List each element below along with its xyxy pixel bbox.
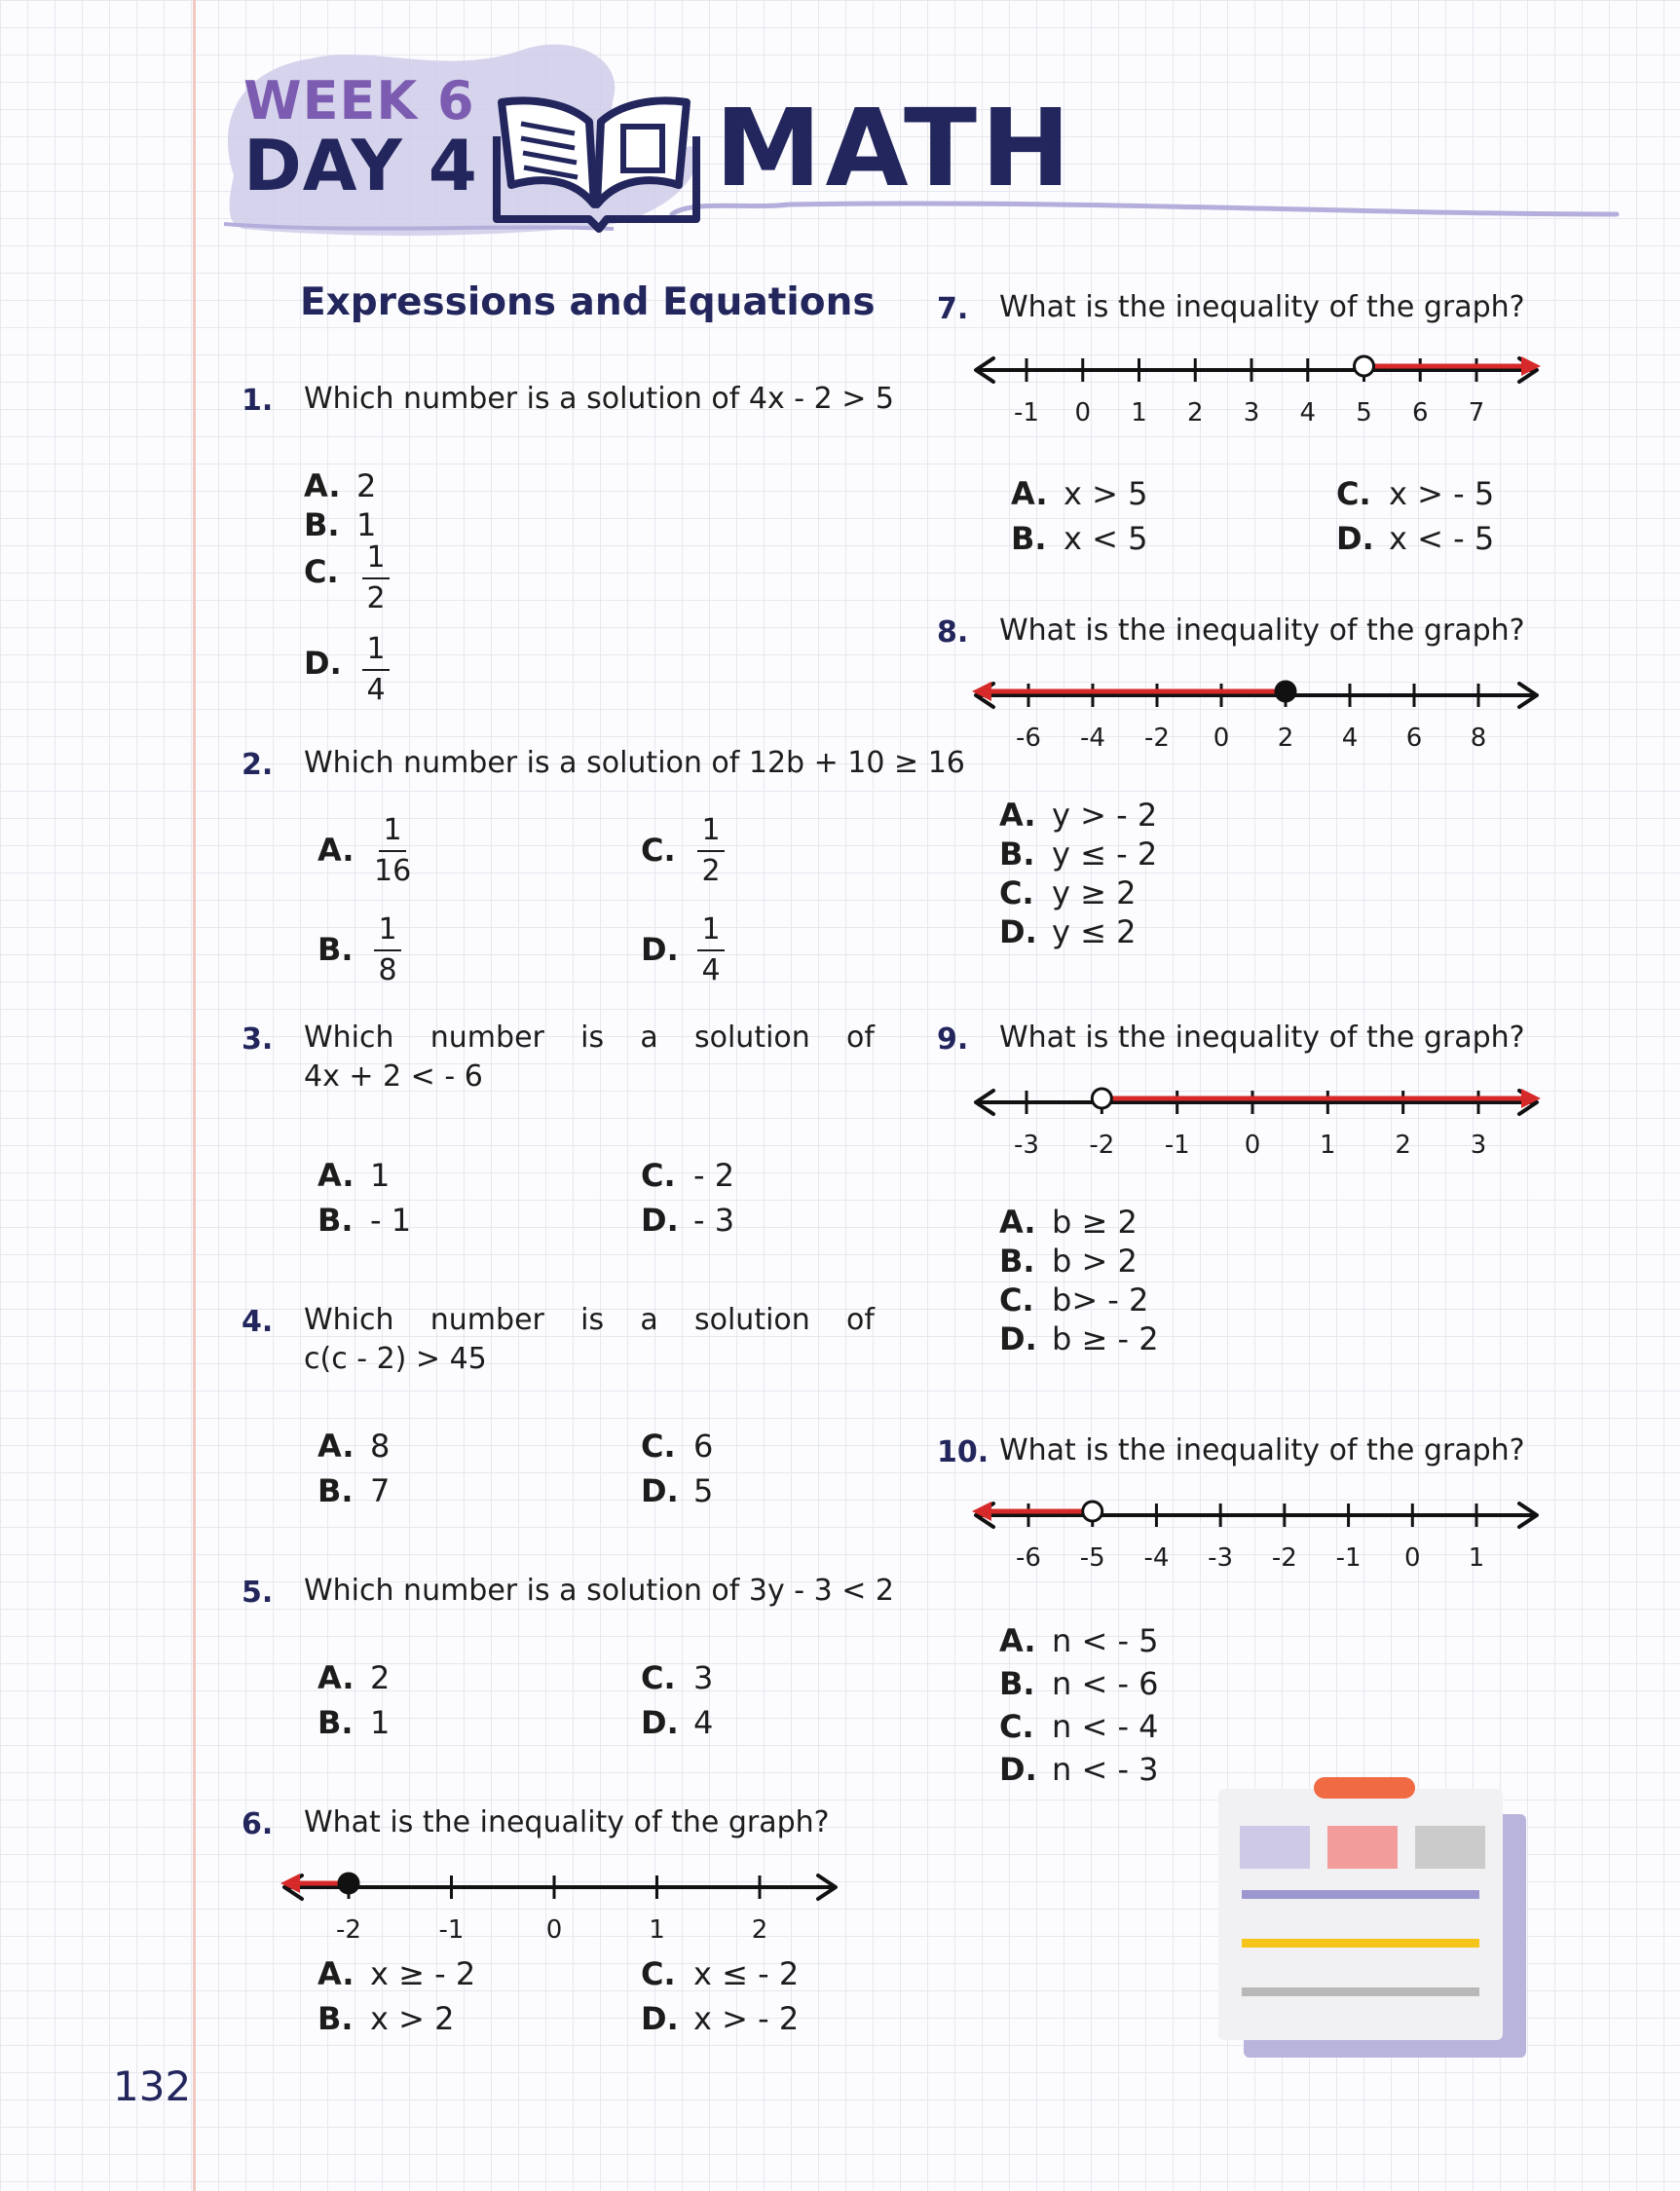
- option-b-fraction: 1 8: [374, 915, 401, 985]
- tick-label: 0: [1244, 1131, 1261, 1160]
- closed-point: [1276, 682, 1295, 701]
- option-d[interactable]: D.: [641, 931, 679, 968]
- question-number: 3.: [242, 1022, 274, 1057]
- tick-label: -2: [1144, 724, 1170, 753]
- open-book-icon: [492, 83, 701, 239]
- number-line-graph: [964, 658, 1549, 756]
- question-text-line2: c(c - 2) > 45: [304, 1342, 487, 1376]
- tick-label: 0: [1213, 724, 1230, 753]
- option-c[interactable]: C. y ≥ 2: [999, 874, 1137, 911]
- tick-label: 0: [1404, 1543, 1421, 1573]
- question-text: Which number is a solution of: [304, 1303, 875, 1337]
- option-d[interactable]: D. x > - 2: [641, 2000, 800, 2037]
- tick-label: 2: [1186, 398, 1204, 427]
- option-d[interactable]: D.: [304, 645, 342, 682]
- question-text: Which number is a solution of 4x - 2 > 5: [304, 382, 895, 416]
- page-margin-line: [193, 0, 196, 2191]
- tick-label: -1: [1164, 1131, 1190, 1160]
- closed-point: [339, 1874, 358, 1893]
- open-point: [1355, 356, 1374, 376]
- question-text: Which number is a solution of 3y - 3 < 2: [304, 1574, 895, 1608]
- option-b[interactable]: B. x < 5: [1011, 520, 1148, 557]
- subject-title: MATH: [715, 86, 1075, 210]
- week-label: WEEK 6: [243, 70, 475, 131]
- tick-label: 1: [649, 1915, 665, 1945]
- tick-label: 6: [1411, 398, 1429, 427]
- question-text: What is the inequality of the graph?: [999, 1433, 1525, 1467]
- option-c[interactable]: C. x ≤ - 2: [641, 1955, 800, 1992]
- question-number: 8.: [937, 615, 969, 650]
- tick-label: -2: [336, 1915, 361, 1945]
- question-text: What is the inequality of the graph?: [999, 1021, 1525, 1055]
- option-a[interactable]: A. 8: [317, 1428, 391, 1465]
- question-number: 1.: [242, 384, 274, 418]
- option-a[interactable]: A.: [317, 832, 355, 869]
- question-number: 5.: [242, 1576, 274, 1610]
- tick-label: -2: [1271, 1543, 1297, 1573]
- tick-label: 1: [1320, 1131, 1336, 1160]
- question-number: 9.: [937, 1022, 969, 1057]
- question-number: 4.: [242, 1305, 274, 1339]
- question-number: 6.: [242, 1807, 274, 1841]
- option-c[interactable]: C. x > - 5: [1336, 475, 1495, 512]
- question-text: Which number is a solution of 12b + 10 ≥ 16: [304, 746, 965, 780]
- option-a[interactable]: A. 2: [317, 1659, 391, 1696]
- tick-label: 1: [1131, 398, 1147, 427]
- tick-label: 4: [1299, 398, 1317, 427]
- option-b[interactable]: B. 1: [304, 506, 377, 543]
- option-b[interactable]: B.: [317, 931, 354, 968]
- option-b[interactable]: B. 7: [317, 1472, 391, 1509]
- number-line-graph: [964, 1065, 1549, 1163]
- option-d[interactable]: D. 4: [641, 1704, 714, 1741]
- section-title: Expressions and Equations: [300, 280, 876, 324]
- option-d-fraction: 1 4: [362, 635, 390, 705]
- tick-label: 2: [751, 1915, 768, 1945]
- option-c[interactable]: C. 3: [641, 1659, 714, 1696]
- tick-label: -1: [1335, 1543, 1362, 1573]
- option-d[interactable]: D. - 3: [641, 1202, 735, 1239]
- page-number: 132: [113, 2062, 192, 2110]
- number-line-graph: [964, 333, 1549, 430]
- option-b[interactable]: B. 1: [317, 1704, 391, 1741]
- tick-label: -5: [1079, 1543, 1105, 1573]
- option-a[interactable]: A. n < - 5: [999, 1622, 1159, 1659]
- tick-label: -1: [438, 1915, 465, 1945]
- option-b[interactable]: B. x > 2: [317, 2000, 455, 2037]
- option-b[interactable]: B. n < - 6: [999, 1665, 1159, 1702]
- question-text: What is the inequality of the graph?: [999, 290, 1525, 324]
- option-a[interactable]: A. 2: [304, 467, 377, 504]
- option-c[interactable]: C. - 2: [641, 1157, 735, 1194]
- question-text-line2: 4x + 2 < - 6: [304, 1059, 483, 1094]
- tick-label: 2: [1395, 1131, 1411, 1160]
- tick-label: 3: [1470, 1131, 1487, 1160]
- option-a[interactable]: A. 1: [317, 1157, 391, 1194]
- tick-label: 4: [1341, 724, 1359, 753]
- option-c-fraction: 1 2: [697, 816, 725, 886]
- tick-label: 7: [1468, 398, 1485, 427]
- question-number: 7.: [937, 292, 969, 326]
- number-line-graph: [273, 1850, 847, 1948]
- option-c[interactable]: C.: [304, 553, 339, 590]
- option-d[interactable]: D. x < - 5: [1336, 520, 1495, 557]
- option-a[interactable]: A. x > 5: [1011, 475, 1148, 512]
- option-d[interactable]: D. b ≥ - 2: [999, 1320, 1159, 1357]
- option-b[interactable]: B. b > 2: [999, 1243, 1138, 1280]
- clipboard-illustration: [1213, 1767, 1544, 2069]
- option-b[interactable]: B. - 1: [317, 1202, 412, 1239]
- option-c[interactable]: C.: [641, 832, 676, 869]
- tick-label: -3: [1208, 1543, 1234, 1573]
- tick-label: 5: [1356, 398, 1372, 427]
- tick-label: -2: [1089, 1131, 1115, 1160]
- option-a[interactable]: A. x ≥ - 2: [317, 1955, 476, 1992]
- question-text: Which number is a solution of: [304, 1021, 875, 1055]
- question-number: 10.: [937, 1435, 989, 1469]
- tick-label: 0: [1074, 398, 1092, 427]
- question-number: 2.: [242, 748, 274, 782]
- open-point: [1092, 1089, 1111, 1108]
- open-point: [1083, 1502, 1102, 1521]
- option-b[interactable]: B. y ≤ - 2: [999, 836, 1158, 873]
- number-line-graph: [964, 1478, 1549, 1576]
- tick-label: -4: [1143, 1543, 1170, 1573]
- tick-label: -3: [1014, 1131, 1039, 1160]
- tick-label: 6: [1405, 724, 1423, 753]
- tick-label: -6: [1016, 724, 1041, 753]
- tick-label: 1: [1468, 1543, 1485, 1573]
- option-d-fraction: 1 4: [697, 915, 725, 985]
- tick-label: -1: [1014, 398, 1039, 427]
- option-c[interactable]: C. b> - 2: [999, 1281, 1149, 1318]
- question-text: What is the inequality of the graph?: [999, 613, 1525, 648]
- option-a-fraction: 1 16: [374, 813, 412, 888]
- option-a[interactable]: A. b ≥ 2: [999, 1204, 1138, 1241]
- option-d[interactable]: D. 5: [641, 1472, 714, 1509]
- tick-label: 8: [1470, 724, 1487, 753]
- day-label: DAY 4: [243, 125, 478, 206]
- option-c[interactable]: C. 6: [641, 1428, 714, 1465]
- option-c-fraction: 1 2: [362, 543, 390, 613]
- option-d[interactable]: D. y ≤ 2: [999, 913, 1137, 950]
- tick-label: -6: [1016, 1543, 1041, 1573]
- question-text: What is the inequality of the graph?: [304, 1805, 830, 1839]
- option-a[interactable]: A. y > - 2: [999, 797, 1158, 834]
- option-d[interactable]: D. n < - 3: [999, 1751, 1159, 1788]
- tick-label: 2: [1277, 724, 1294, 753]
- tick-label: -4: [1080, 724, 1105, 753]
- tick-label: 3: [1243, 398, 1260, 427]
- option-c[interactable]: C. n < - 4: [999, 1708, 1159, 1745]
- tick-label: 0: [545, 1915, 563, 1945]
